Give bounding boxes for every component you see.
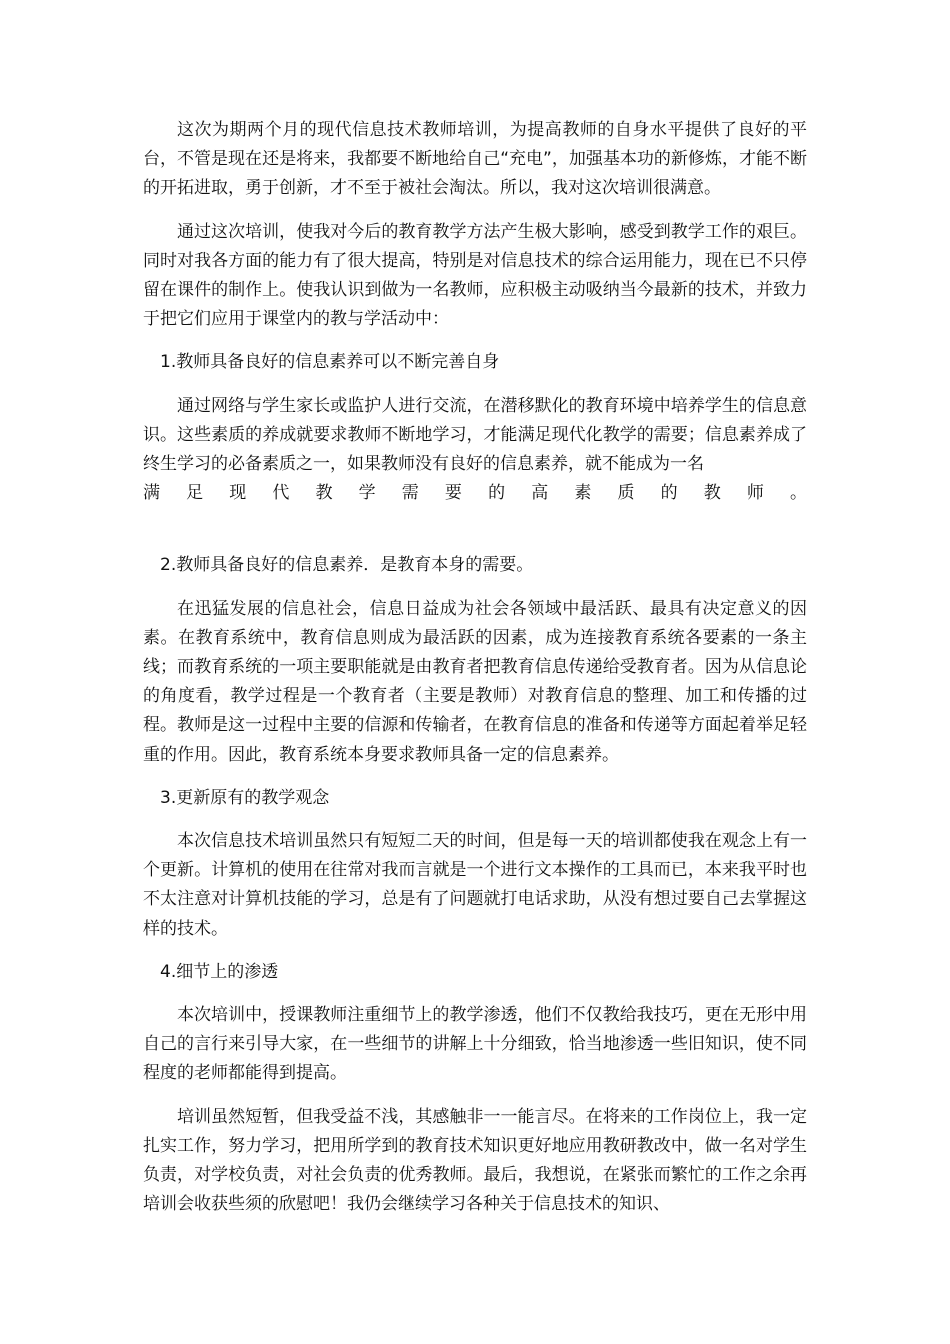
section-heading-1: 1.教师具备良好的信息素养可以不断完善自身 bbox=[160, 352, 500, 373]
paragraph-education-need: 在迅猛发展的信息社会，信息日益成为社会各领域中最活跃、最具有决定意义的因素。在教育系统中，教育信息则成为最活跃的因素，成为连接教育系统各要素的一条主线；而教育系统的一项主要职能就是由教育者把教育信息传递给受教育者。因为从信息论的角度看，教学过程是一个教育者（主要是教师）对教育信息的整理、加工和传播的过程。教师是这一过程中主要的信源和传输者，在教育信息的准备和传递等方面起着举足轻重的作用。因此，教育系统本身要求教师具备一定的信息素养。 bbox=[143, 598, 807, 765]
section-heading-4: 4.细节上的渗透 bbox=[160, 961, 279, 982]
paragraph-conclusion: 培训虽然短暂，但我受益不浅，其感触非一一能言尽。在将来的工作岗位上，我一定扎实工作，努力学习，把用所学到的教育技术知识更好地应用教研教改中，做一名对学生负责，对学校负责，对社会负责的优秀教师。最后，我想说，在紧张而繁忙的工作之余再培训会收获些须的欣慰吧！我仍会继续学习各种关于信息技术的知识、 bbox=[143, 1106, 807, 1215]
paragraph-info-literacy-text: 通过网络与学生家长或监护人进行交流，在潜移默化的教育环境中培养学生的信息意识。这些素质的养成就要求教师不断地学习，才能满足现代化教学的需要；信息素养成了终生学习的必备素质之一，如果教师没有良好的信息素养，就不能成为一名 bbox=[143, 395, 807, 475]
paragraph-concept-update: 本次信息技术培训虽然只有短短二天的时间，但是每一天的培训都使我在观念上有一个更新。计算机的使用在往常对我而言就是一个进行文本操作的工具而已，本来我平时也不太注意对计算机技能的学习，总是有了问题就打电话求助，从没有想过要自己去掌握这样的技术。 bbox=[143, 831, 807, 939]
paragraph-details: 本次培训中，授课教师注重细节上的教学渗透，他们不仅教给我技巧，更在无形中用自己的言行来引导大家，在一些细节的讲解上十分细致，恰当地渗透一些旧知识，使不同程度的老师都能得到提高。 bbox=[143, 1005, 807, 1084]
paragraph-info-literacy bbox=[143, 392, 807, 509]
paragraph-impact: 通过这次培训，使我对今后的教育教学方法产生极大影响，感受到教学工作的艰巨。同时对我各方面的能力有了很大提高，特别是对信息技术的综合运用能力，现在已不只停留在课件的制作上。使我认识到做为一名教师，应积极主动吸纳当今最新的技术，并致力于把它们应用于课堂内的教与学活动中： bbox=[143, 221, 807, 330]
section-heading-2: 2.教师具备良好的信息素养．是教育本身的需要。 bbox=[160, 555, 534, 576]
paragraph-intro: 这次为期两个月的现代信息技术教师培训，为提高教师的自身水平提供了良好的平台，不管是现在还是将来，我都要不断地给自己“充电”，加强基本功的新修炼，才能不断的开拓进取，勇于创新，才不至于被社会淘汰。所以，我对这次培训很满意。 bbox=[143, 120, 807, 199]
section-heading-3: 3.更新原有的教学观念 bbox=[160, 787, 330, 808]
document-page bbox=[143, 116, 807, 1234]
paragraph-info-literacy-last-line: 满足现代教学需要的高素质的教师。 bbox=[143, 483, 807, 504]
